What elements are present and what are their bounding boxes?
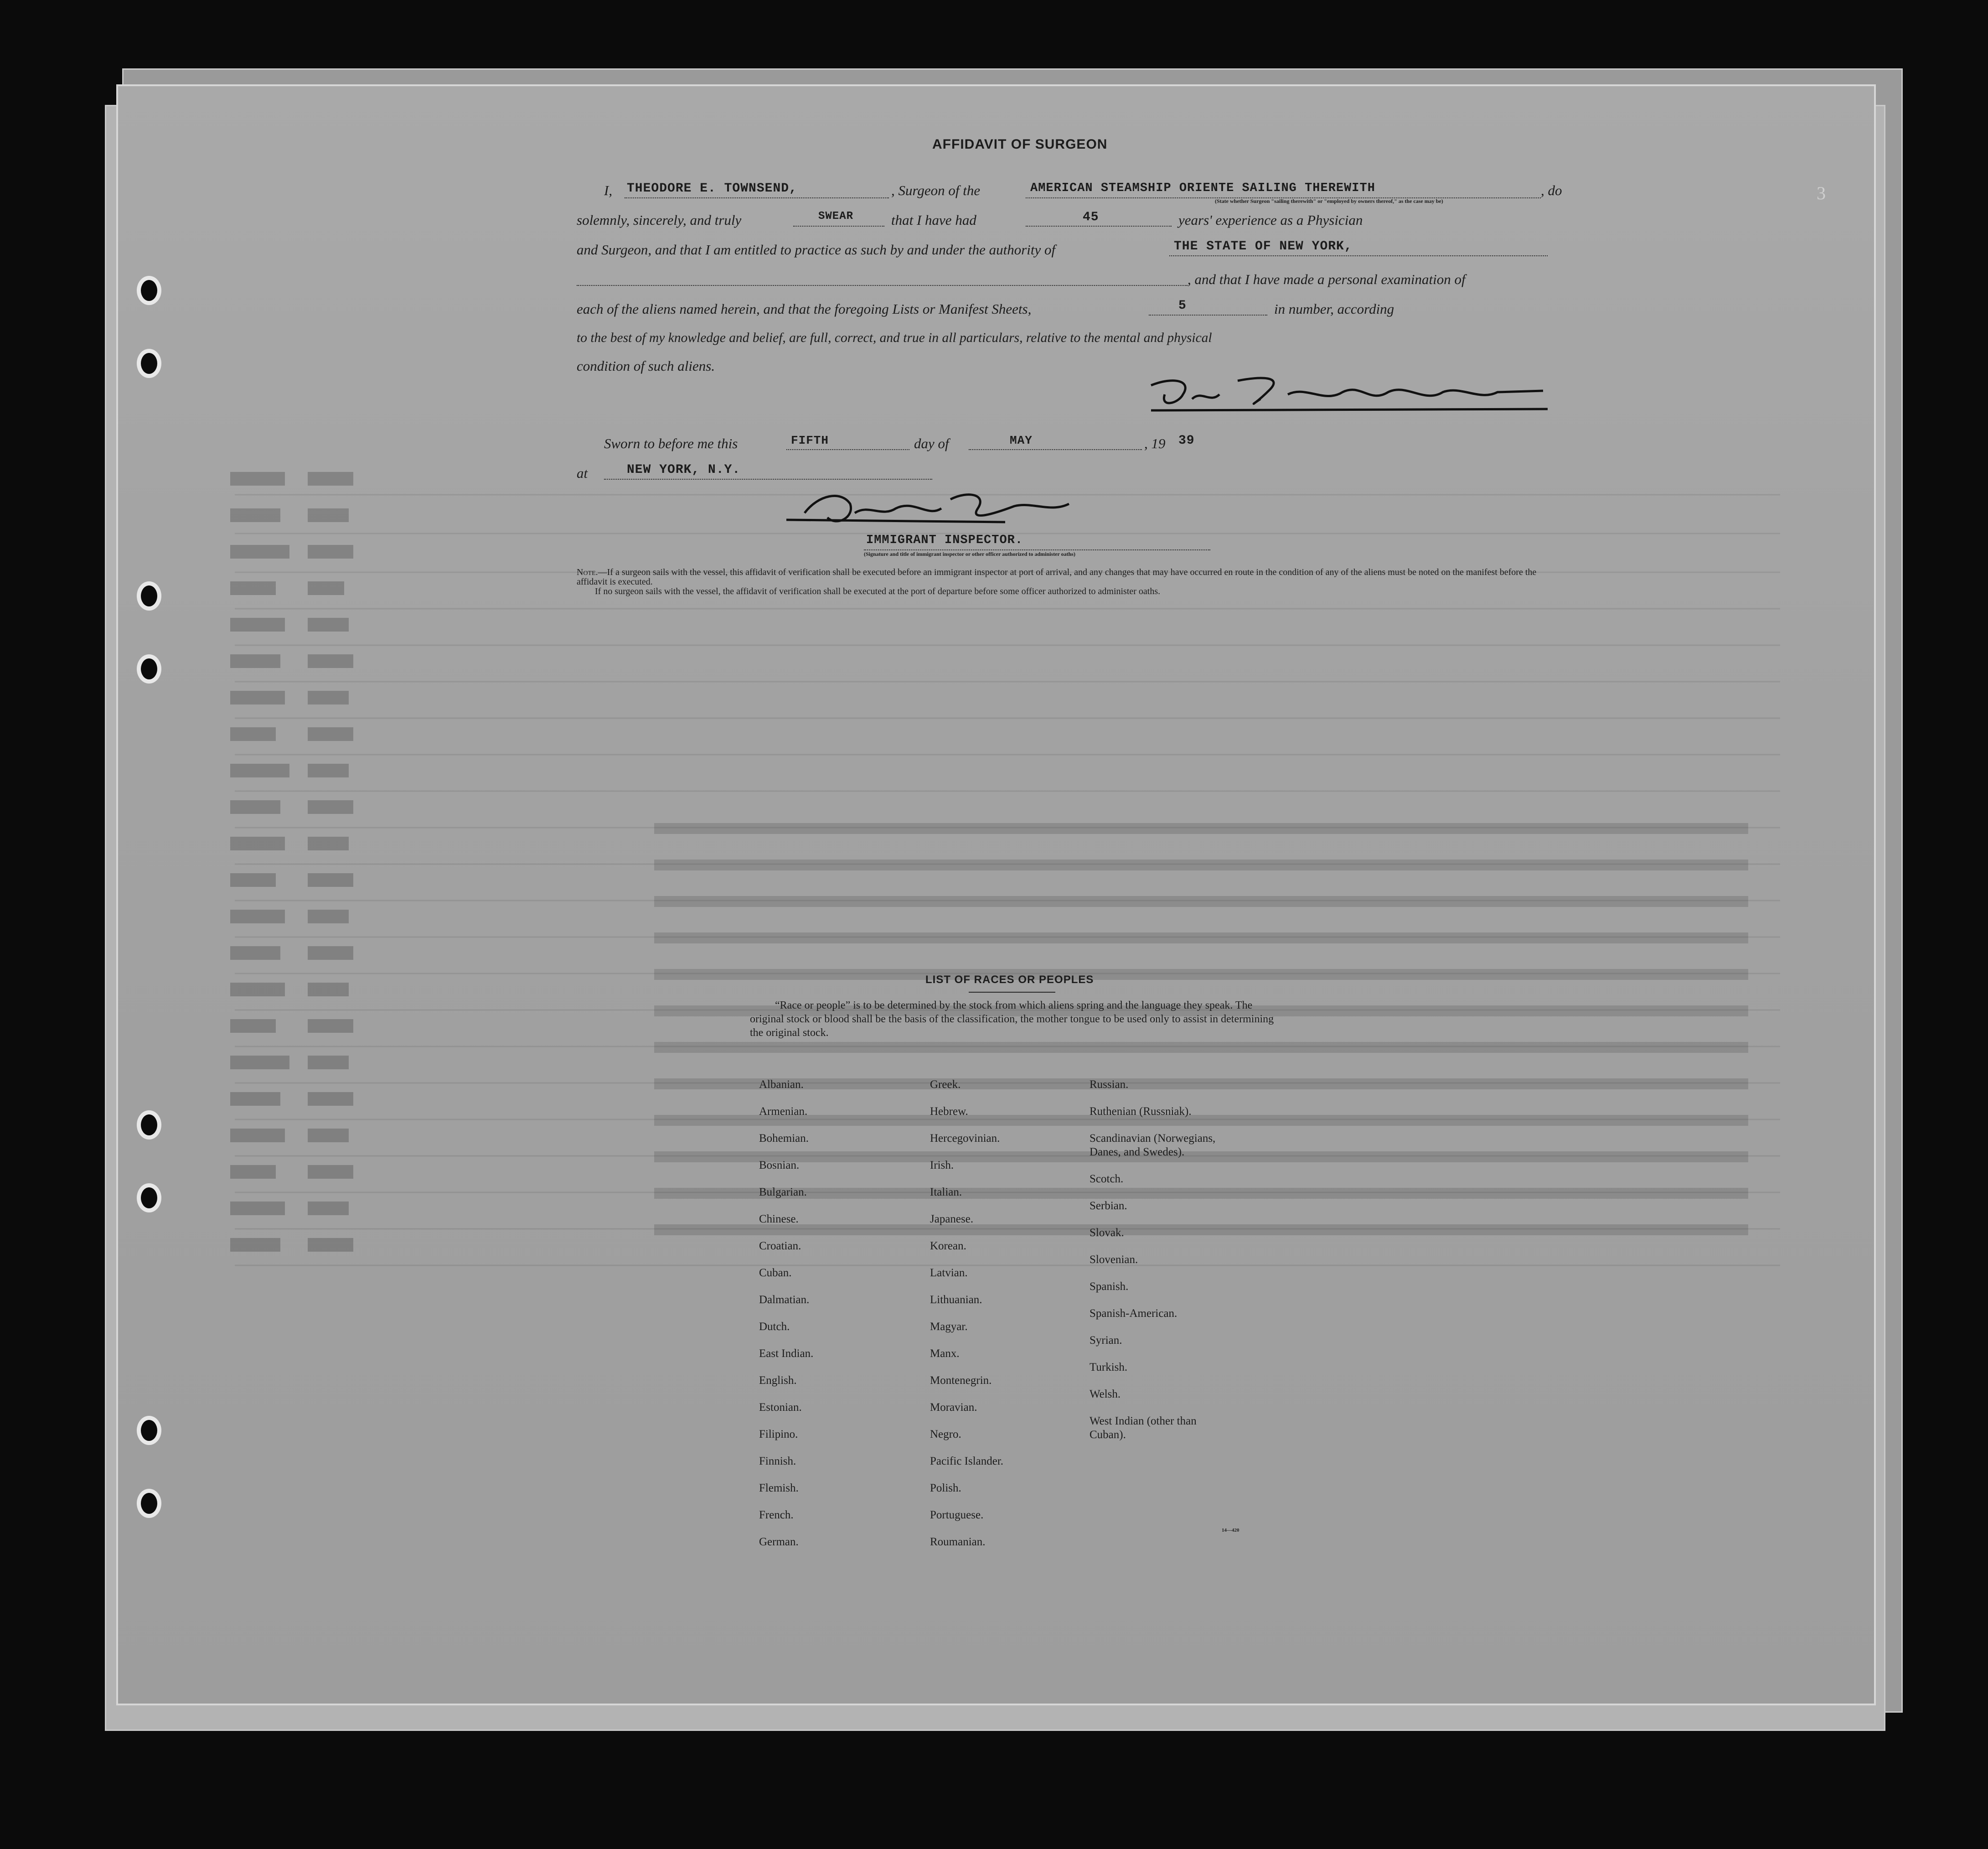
race-item: Scandinavian (Norwegians, bbox=[1090, 1132, 1216, 1145]
text-i: I, bbox=[604, 182, 613, 198]
text-best-knowledge: to the best of my knowledge and belief, are full, correct, and true in all particulars, relative to the mental and physical bbox=[577, 331, 1212, 345]
text-sworn: Sworn to before me this bbox=[604, 435, 738, 451]
race-item: Albanian. bbox=[759, 1078, 804, 1091]
page-number: 3 bbox=[1817, 183, 1826, 203]
sheet-count-field: 5 bbox=[1178, 299, 1187, 313]
text-year-prefix: , 19 bbox=[1144, 435, 1166, 451]
race-item: Scotch. bbox=[1090, 1173, 1124, 1185]
race-item: Slovak. bbox=[1090, 1227, 1124, 1239]
fill-rule bbox=[786, 449, 909, 450]
race-item: Moravian. bbox=[930, 1401, 977, 1414]
race-item: Japanese. bbox=[930, 1213, 974, 1225]
race-item: Dalmatian. bbox=[759, 1294, 810, 1306]
fill-rule bbox=[793, 226, 884, 227]
vessel-hint: (State whether Surgeon "sailing therewith" or "employed by owners thereof," as the case may be) bbox=[1215, 198, 1443, 204]
race-item: German. bbox=[759, 1536, 799, 1548]
race-item: Korean. bbox=[930, 1240, 966, 1252]
inspector-signature bbox=[777, 486, 1087, 531]
race-item: Bulgarian. bbox=[759, 1186, 807, 1198]
text-each-alien: each of the aliens named herein, and that the foregoing Lists or Manifest Sheets, bbox=[577, 301, 1032, 317]
race-item: Cuban). bbox=[1090, 1429, 1126, 1441]
note-label: Note. bbox=[577, 567, 598, 577]
race-item: Irish. bbox=[930, 1159, 954, 1171]
fill-rule bbox=[625, 197, 889, 198]
race-item: Hercegovinian. bbox=[930, 1132, 1000, 1145]
race-item: Negro. bbox=[930, 1428, 961, 1440]
fill-rule bbox=[577, 285, 1188, 286]
note-text-1: —If a surgeon sails with the vessel, this affidavit of verification shall be executed before an immigrant inspector at port of arrival, and any changes that may have occurred en route in the condition of any of the aliens must be noted on the manifest before the affidavit is executed. bbox=[577, 567, 1537, 587]
race-item: Dutch. bbox=[759, 1321, 790, 1333]
race-item: Spanish-American. bbox=[1090, 1307, 1177, 1320]
oath-field: SWEAR bbox=[818, 210, 854, 223]
inspector-hint: (Signature and title of immigrant inspector or other officer authorized to administer oaths) bbox=[864, 551, 1075, 557]
text-surgeon-of: , Surgeon of the bbox=[891, 182, 981, 198]
text-solemnly: solemnly, sincerely, and truly bbox=[577, 212, 742, 228]
race-item: Russian. bbox=[1090, 1078, 1129, 1091]
fill-rule bbox=[864, 549, 1210, 550]
race-item: Bosnian. bbox=[759, 1159, 800, 1171]
race-item: Italian. bbox=[930, 1186, 962, 1198]
race-item: Hebrew. bbox=[930, 1105, 968, 1118]
race-item: Serbian. bbox=[1090, 1200, 1127, 1212]
text-years-experience: years' experience as a Physician bbox=[1178, 212, 1363, 228]
race-item: Filipino. bbox=[759, 1428, 798, 1440]
place-field: NEW YORK, N.Y. bbox=[627, 463, 741, 477]
race-item: Croatian. bbox=[759, 1240, 801, 1252]
fill-rule bbox=[1149, 315, 1267, 316]
race-item: Danes, and Swedes). bbox=[1090, 1146, 1185, 1158]
form-number: 14—420 bbox=[1222, 1528, 1239, 1533]
race-item: Greek. bbox=[930, 1078, 961, 1091]
text-and-surgeon: and Surgeon, and that I am entitled to practice as such by and under the authority of bbox=[577, 242, 1056, 258]
text-that-i-have-had: that I have had bbox=[891, 212, 976, 228]
surgeon-signature bbox=[1133, 367, 1552, 417]
race-item: Cuban. bbox=[759, 1267, 792, 1279]
race-item: Finnish. bbox=[759, 1455, 796, 1467]
race-item: Flemish. bbox=[759, 1482, 799, 1494]
race-item: Ruthenian (Russniak). bbox=[1090, 1105, 1192, 1118]
race-item: Lithuanian. bbox=[930, 1294, 982, 1306]
signature-strokes bbox=[777, 486, 1087, 531]
race-item: Syrian. bbox=[1090, 1334, 1122, 1347]
years-field: 45 bbox=[1083, 210, 1099, 224]
fill-rule bbox=[604, 479, 932, 480]
vessel-field: AMERICAN STEAMSHIP ORIENTE SAILING THEREWITH bbox=[1030, 181, 1375, 195]
race-item: Roumanian. bbox=[930, 1536, 986, 1548]
text-at: at bbox=[577, 465, 588, 481]
race-item: Polish. bbox=[930, 1482, 961, 1494]
month-field: MAY bbox=[1010, 434, 1033, 447]
text-personal-exam: , and that I have made a personal examination of bbox=[1188, 271, 1466, 287]
race-item: Magyar. bbox=[930, 1321, 968, 1333]
title-rule bbox=[969, 992, 1055, 993]
manifest-page bbox=[116, 84, 1876, 1705]
affidavit-title: AFFIDAVIT OF SURGEON bbox=[932, 137, 1108, 152]
race-item: West Indian (other than bbox=[1090, 1415, 1197, 1427]
race-item: French. bbox=[759, 1509, 794, 1521]
races-description: “Race or people” is to be determined by the stock from which aliens spring and the language they speak. The original stock or blood shall be the basis of the classification, the mother tongue to be used only to assist in determining the original stock. bbox=[750, 1000, 1274, 1039]
fill-rule bbox=[1169, 255, 1548, 256]
race-item: Pacific Islander. bbox=[930, 1455, 1004, 1467]
race-item: Portuguese. bbox=[930, 1509, 984, 1521]
note-text-2: If no surgeon sails with the vessel, the affidavit of verification shall be executed at the port of departure before some officer authorized to administer oaths. bbox=[595, 586, 1161, 596]
year-field: 39 bbox=[1178, 434, 1195, 448]
text-day-of: day of bbox=[914, 435, 949, 451]
day-field: FIFTH bbox=[791, 434, 829, 447]
race-item: Montenegrin. bbox=[930, 1374, 992, 1387]
text-do: , do bbox=[1541, 182, 1562, 198]
race-item: Slovenian. bbox=[1090, 1253, 1138, 1266]
race-item: Welsh. bbox=[1090, 1388, 1121, 1400]
fill-rule bbox=[969, 449, 1142, 450]
note-paragraph bbox=[577, 568, 1548, 596]
signature-strokes bbox=[1133, 367, 1552, 417]
race-item: Spanish. bbox=[1090, 1280, 1129, 1293]
race-item: Estonian. bbox=[759, 1401, 802, 1414]
text-in-number: in number, according bbox=[1274, 301, 1394, 317]
authority-field: THE STATE OF NEW YORK, bbox=[1174, 239, 1353, 254]
fill-rule bbox=[1026, 226, 1172, 227]
races-title: LIST OF RACES OR PEOPLES bbox=[925, 974, 1094, 986]
race-item: Manx. bbox=[930, 1347, 960, 1360]
surgeon-name-field: THEODORE E. TOWNSEND, bbox=[627, 181, 797, 196]
text-condition: condition of such aliens. bbox=[577, 358, 715, 374]
race-item: Latvian. bbox=[930, 1267, 968, 1279]
race-item: Turkish. bbox=[1090, 1361, 1128, 1373]
race-item: Chinese. bbox=[759, 1213, 799, 1225]
race-item: East Indian. bbox=[759, 1347, 814, 1360]
race-item: Armenian. bbox=[759, 1105, 808, 1118]
race-item: English. bbox=[759, 1374, 797, 1387]
race-item: Bohemian. bbox=[759, 1132, 809, 1145]
inspector-title-field: IMMIGRANT INSPECTOR. bbox=[866, 533, 1023, 547]
